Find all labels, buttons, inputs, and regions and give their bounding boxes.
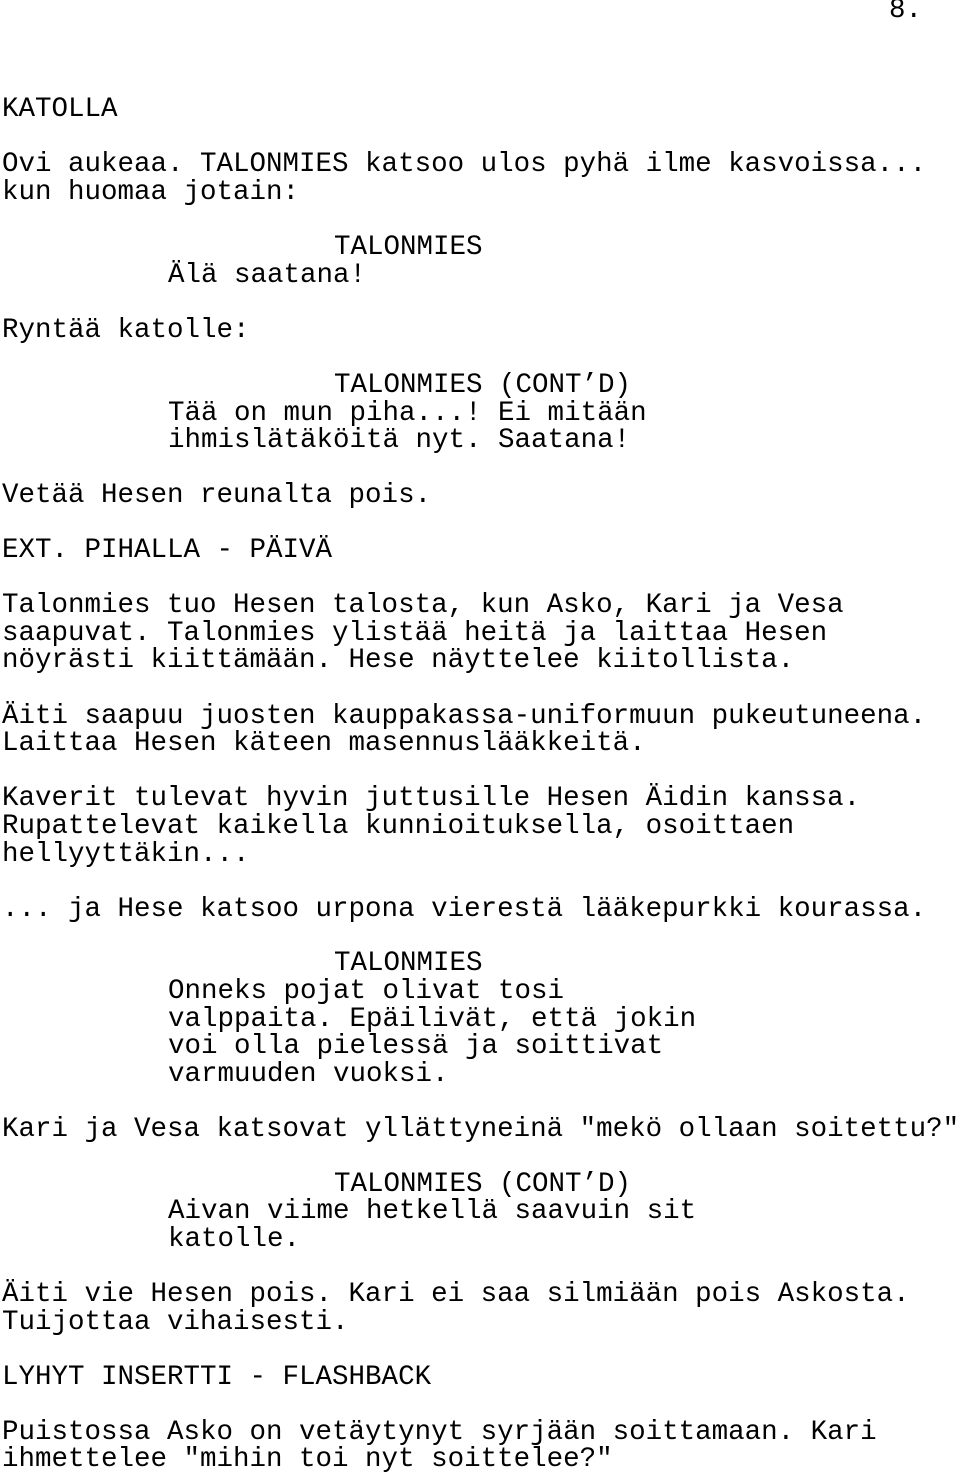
action-line: Tuijottaa vihaisesti. <box>2 1307 349 1338</box>
action-line: nöyrästi kiittämään. Hese näyttelee kiitollista. <box>2 645 795 676</box>
action-line: ihmettelee "mihin toi nyt soittelee?" <box>2 1444 613 1475</box>
action-line: saapuvat. Talonmies ylistää heitä ja laittaa Hesen <box>2 618 828 649</box>
dialogue-line: Onneks pojat olivat tosi <box>168 976 565 1007</box>
character-name: TALONMIES <box>334 232 483 263</box>
scene-heading: EXT. PIHALLA - PÄIVÄ <box>2 535 333 566</box>
dialogue-line: Älä saatana! <box>168 260 367 291</box>
action-line: ... ja Hese katsoo urpona vierestä lääkepurkki kourassa. <box>2 894 927 925</box>
action-line: kun huomaa jotain: <box>2 177 300 208</box>
character-name: TALONMIES (CONT’D) <box>334 370 632 401</box>
dialogue-line: voi olla pielessä ja soittivat <box>168 1031 664 1062</box>
action-line: Ovi aukeaa. TALONMIES katsoo ulos pyhä ilme kasvoissa... <box>2 149 927 180</box>
action-line: Äiti vie Hesen pois. Kari ei saa silmiään pois Askosta. <box>2 1279 910 1310</box>
action-line: Vetää Hesen reunalta pois. <box>2 480 432 511</box>
dialogue-line: Aivan viime hetkellä saavuin sit <box>168 1196 697 1227</box>
action-line: Kari ja Vesa katsovat yllättyneinä "mekö ollaan soitettu?" <box>2 1114 960 1145</box>
character-name: TALONMIES <box>334 948 483 979</box>
action-line: Rupattelevat kaikella kunnioituksella, osoittaen <box>2 811 795 842</box>
action-line: Kaverit tulevat hyvin juttusille Hesen Äidin kanssa. <box>2 783 861 814</box>
action-line: Puistossa Asko on vetäytynyt syrjään soittamaan. Kari <box>2 1417 877 1448</box>
dialogue-line: valppaita. Epäilivät, että jokin <box>168 1004 697 1035</box>
dialogue-line: Tää on mun piha...! Ei mitään <box>168 398 647 429</box>
action-line: Laittaa Hesen käteen masennuslääkkeitä. <box>2 728 646 759</box>
action-line: Ryntää katolle: <box>2 315 250 346</box>
character-name: TALONMIES (CONT’D) <box>334 1169 632 1200</box>
action-line: Talonmies tuo Hesen talosta, kun Asko, Kari ja Vesa <box>2 590 844 621</box>
page-number: 8. <box>888 0 922 26</box>
scene-heading: KATOLLA <box>2 94 118 125</box>
scene-heading: LYHYT INSERTTI - FLASHBACK <box>2 1362 432 1393</box>
action-line: hellyyttäkin... <box>2 839 250 870</box>
dialogue-line: ihmislätäköitä nyt. Saatana! <box>168 425 631 456</box>
action-line: Äiti saapuu juosten kauppakassa-uniformuun pukeutuneena. <box>2 701 927 732</box>
dialogue-line: varmuuden vuoksi. <box>168 1059 449 1090</box>
dialogue-line: katolle. <box>168 1224 301 1255</box>
